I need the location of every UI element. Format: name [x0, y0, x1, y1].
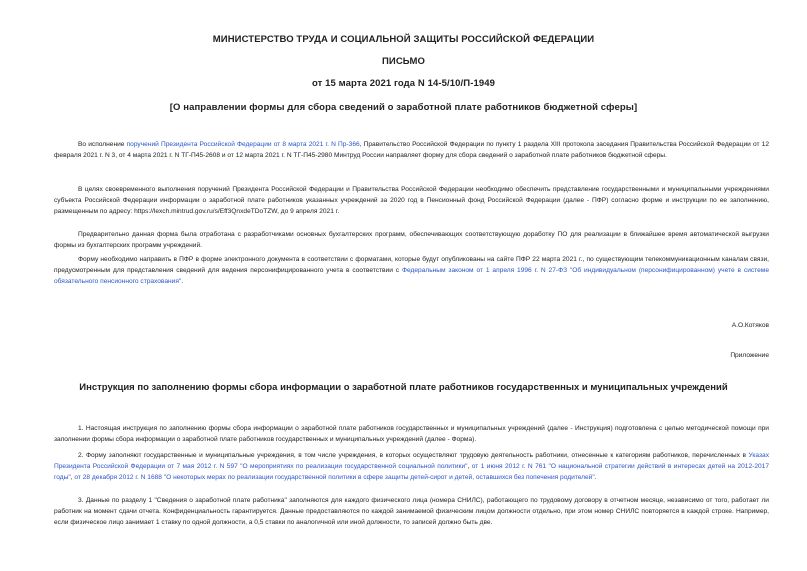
paragraph-2: В целях своевременного выполнения поручений Президента Российской Федерации и Правительства Российской Федерации необходимо обеспечить представление государственными и муниципальными учреждениями субъекта Российской Федерации информации о заработной плате работников указанных учреждений за 2020 год в Пенсионный фонд Российской Федерации (далее - ПФР) согласно форме и инструкции по ее заполнению, размещенным по адресу: https://lexch.mintrud.gov.ru/s/Eff3QnxdeTDoTZW, до 9 апреля 2021 г.	[54, 186, 769, 215]
instruction-title: Инструкция по заполнению формы сбора информации о заработной плате работников государственных и муниципальных учреждений	[79, 382, 728, 393]
instruction-item-3: 3. Данные по разделу 1 "Сведения о заработной плате работника" заполняются для каждого физического лица (номера СНИЛС), работающего по трудовому договору в отчетном месяце, независимо от того, работает ли работник на момент сдачи отчета. Конфиденциальность гарантируется. Данные предоставляются по каждой занимаемой физическим лицом должности отдельно, при этом номер СНИЛС повторяется в каждой строке. Например, если физическое лицо занимает 1 ставку по одной должности, а 0,5 ставки по аналогичной или иной должности, то записей должно быть две.	[54, 497, 769, 526]
appendix-label: Приложение	[730, 352, 769, 359]
decree-1688-link[interactable]: от 28 декабря 2012 г. N 1688 "О некоторых мерах по реализации государственной политики в сфере защиты детей-сирот и детей, оставшихся без попечения родителей"	[74, 474, 595, 481]
ministry-heading: МИНИСТЕРСТВО ТРУДА И СОЦИАЛЬНОЙ ЗАЩИТЫ РОССИЙСКОЙ ФЕДЕРАЦИИ	[212, 34, 595, 45]
paragraph-1-text-end: , Правительство Российской Федерации по пункту 1 раздела XIII протокола заседания Правительства Российской Федерации от 12 февраля 2021 г. N 3, от 4 марта 2021 г. N ТГ-П45-2608 и от 12 марта 2021 г. N ТГ-П45-2980 Минтруд России направляет форму для сбора сведений о заработной плате работников бюджетной сферы.	[54, 141, 769, 159]
president-orders-link[interactable]: поручений Президента Российской Федерации от 8 марта 2021 г. N Пр-366	[126, 141, 360, 148]
decree-597-link[interactable]: Указах Президента Российской Федерации от 7 мая 2012 г. N 597 "О мероприятиях по реализации государственной социальной политики"	[54, 452, 769, 470]
instruction-item-2-sep-1: ,	[467, 463, 472, 470]
signature: А.О.Котяков	[731, 322, 769, 329]
paragraph-1-text-start: Во исполнение	[78, 141, 127, 148]
paragraph-1	[54, 139, 769, 161]
document-type: ПИСЬМО	[381, 56, 425, 67]
instruction-item-1: 1. Настоящая инструкция по заполнению формы сбора информации о заработной плате работников государственных и муниципальных учреждений (далее - Инструкция) подготовлена с целью методической помощи при заполнении формы сбора информации о заработной плате работников государственных и муниципальных учреждений (далее - Форма).	[54, 425, 769, 443]
instruction-item-2-text-start: 2. Форму заполняют государственные и муниципальные учреждения, в том числе учреждения, в которых осуществляют трудовую деятельность работники, отнесенные к категориям работников, перечисленных в	[78, 452, 749, 459]
instruction-item-2	[54, 450, 769, 483]
paragraph-4-text-end: .	[181, 278, 184, 285]
paragraph-4	[54, 254, 769, 287]
instruction-item-2-text-end: .	[594, 474, 597, 481]
instruction-item-2-sep-2: ,	[70, 474, 75, 481]
document-date-number: от 15 марта 2021 года N 14-5/10/П-1949	[311, 78, 496, 89]
federal-law-link[interactable]: Федеральным законом от 1 апреля 1996 г. N 27-ФЗ "Об индивидуальном (персонифицированном) учете в системе обязательного пенсионного страхования"	[54, 267, 769, 285]
document-subject: [О направлении формы для сбора сведений о заработной плате работников бюджетной сферы]	[169, 102, 638, 113]
paragraph-3: Предварительно данная форма была отработана с разработчиками основных бухгалтерских программ, обеспечивающих соответствующую доработку ПО для реализации в ближайшее время автоматической выгрузки формы из бухгалтерских программ учреждений.	[54, 231, 769, 249]
decree-761-link[interactable]: от 1 июня 2012 г. N 761 "О национальной стратегии действий в интересах детей на 2012-2017 годы"	[54, 463, 769, 481]
paragraph-4-text-start: Форму необходимо направить в ПФР в форме электронного документа в соответствии с форматами, которые будут опубликованы на сайте ПФР 22 марта 2021 г., по существующим телекоммуникационным каналам связи, предусмотренным для представления сведений для ведения персонифицированного учета в соответствии с	[54, 256, 769, 274]
